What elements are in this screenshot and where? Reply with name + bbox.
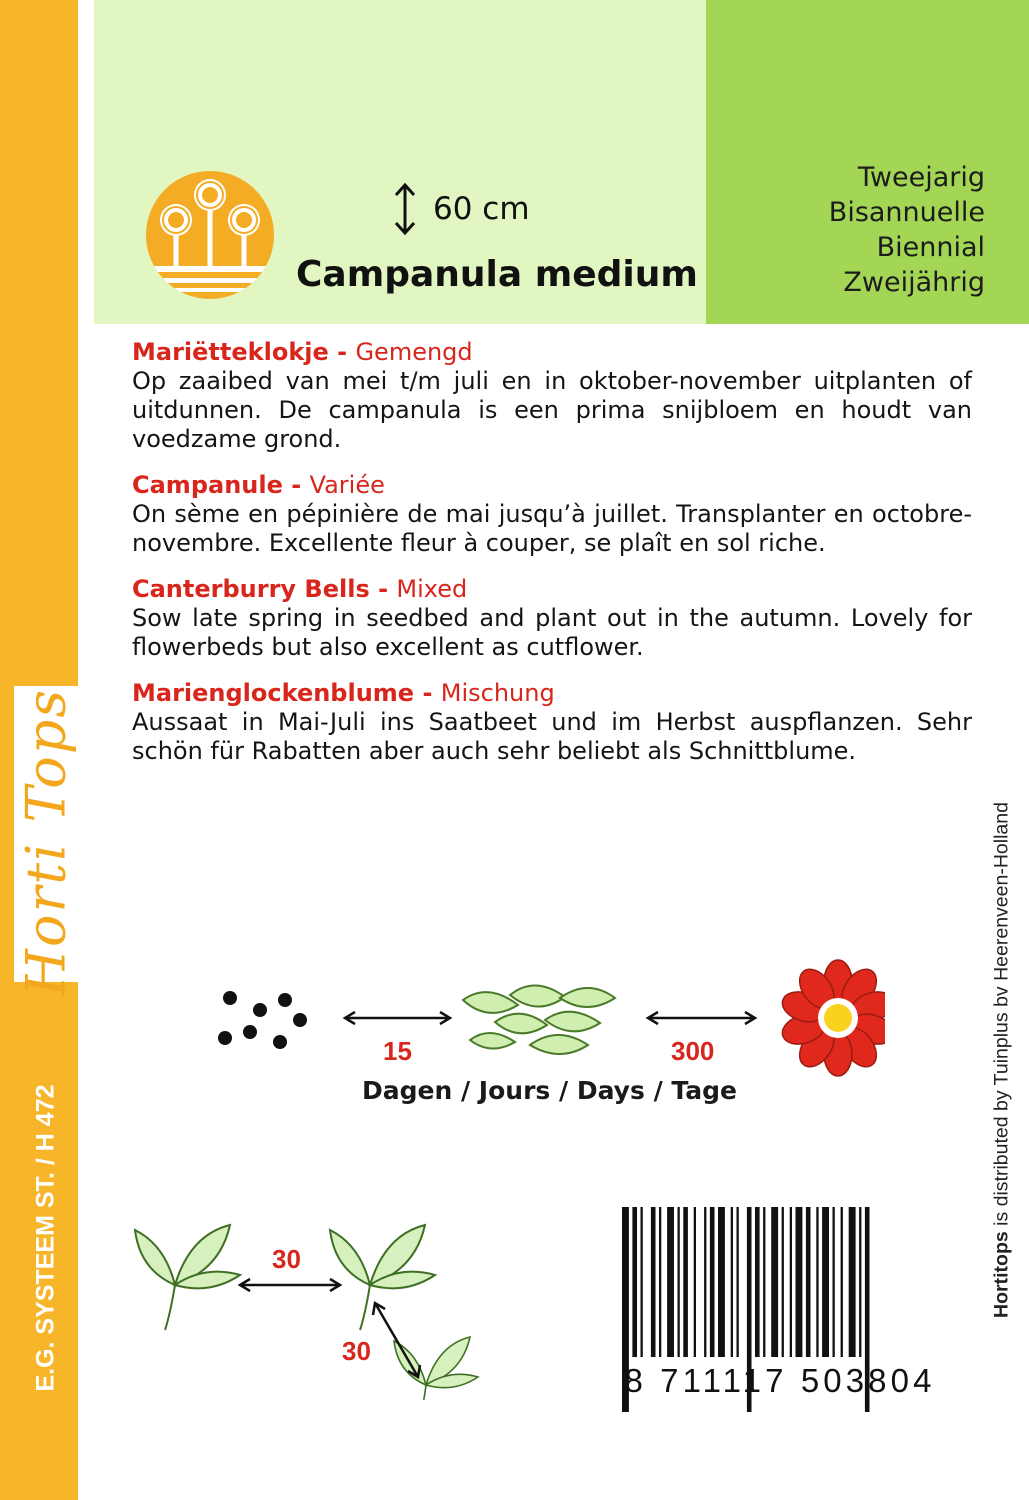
barcode-bar xyxy=(833,1207,835,1357)
barcode-bar xyxy=(667,1207,674,1357)
flowering-days: 300 xyxy=(671,1036,715,1066)
distributor-text: is distributed by Tuinplus bv Heerenveen-Holland xyxy=(990,802,1013,1232)
days-label: Dagen / Jours / Days / Tage xyxy=(362,1076,737,1105)
barcode-bar xyxy=(704,1207,706,1357)
barcode-bar xyxy=(782,1207,784,1357)
height-value: 60 cm xyxy=(433,191,530,227)
barcode-bar xyxy=(731,1207,733,1357)
plant-spacing-diagram xyxy=(130,1185,520,1400)
section-german xyxy=(132,678,972,766)
section-body: Aussaat in Mai-Juli ins Saatbeet und im Herbst auspflanzen. Sehr schön für Rabatten aber auch sehr beliebt als Schnittblume. xyxy=(132,708,972,765)
barcode-bar xyxy=(763,1207,765,1357)
seeds-icon xyxy=(218,991,307,1049)
distributor-note xyxy=(991,802,1014,1318)
plant-distance: 30 xyxy=(342,1336,371,1366)
section-title xyxy=(132,470,972,500)
plant-height xyxy=(393,182,530,236)
variety-name: Mixed xyxy=(396,575,468,603)
life-cycle-list xyxy=(829,160,985,300)
barcode-number: 8 711117 503804 xyxy=(624,1362,936,1399)
section-french xyxy=(132,470,972,558)
barcode-bar xyxy=(651,1207,656,1357)
distributor-brand: Hortitops xyxy=(990,1231,1013,1318)
seedlings-icon xyxy=(463,985,615,1054)
barcode-bar xyxy=(849,1207,856,1357)
plant-icon xyxy=(135,1225,240,1330)
section-body: Sow late spring in seedbed and plant out in the autumn. Lovely for flowerbeds but also excellent as cutflower. xyxy=(132,604,972,661)
life-cycle-de: Zweijährig xyxy=(843,267,985,298)
species-name: Campanula medium xyxy=(296,254,698,295)
barcode-bar xyxy=(718,1207,725,1357)
barcode-bar xyxy=(859,1207,861,1357)
red-flower-icon xyxy=(779,960,885,1076)
section-english xyxy=(132,574,972,662)
barcode-bar xyxy=(683,1207,688,1357)
plant-spacing-arrow-icon xyxy=(373,1303,420,1377)
common-name: Campanule - xyxy=(132,471,310,499)
row-spacing-arrow-icon xyxy=(240,1279,340,1291)
life-cycle-en: Biennial xyxy=(876,232,985,263)
flower-category-icon xyxy=(143,168,277,302)
barcode-bar xyxy=(816,1207,818,1357)
height-arrow-icon xyxy=(393,182,417,236)
plant-icon xyxy=(394,1337,478,1400)
section-title xyxy=(132,337,972,367)
section-title xyxy=(132,574,972,604)
variety-name: Variée xyxy=(309,471,385,499)
description-list xyxy=(132,337,972,782)
barcode-bar xyxy=(841,1207,843,1357)
barcode-bar xyxy=(694,1207,696,1357)
common-name: Marienglockenblume - xyxy=(132,679,441,707)
barcode-bar xyxy=(737,1207,739,1357)
barcode-bar xyxy=(632,1207,637,1357)
barcode-bar xyxy=(678,1207,680,1357)
barcode-bar xyxy=(641,1207,643,1357)
barcode-bar xyxy=(710,1207,715,1357)
common-name: Mariëtteklokje - xyxy=(132,338,356,366)
barcode-bar xyxy=(659,1207,661,1357)
variety-name: Gemengd xyxy=(355,338,473,366)
barcode-bar xyxy=(822,1207,829,1357)
life-cycle-fr: Bisannuelle xyxy=(828,197,985,228)
arrow-right-icon xyxy=(648,1012,755,1024)
section-title xyxy=(132,678,972,708)
barcode-bar xyxy=(790,1207,792,1357)
brand-script-logo: Horti Tops xyxy=(14,687,78,997)
section-dutch xyxy=(132,337,972,454)
row-distance: 30 xyxy=(272,1244,301,1274)
common-name: Canterburry Bells - xyxy=(132,575,397,603)
variety-name: Mischung xyxy=(440,679,555,707)
barcode-bar xyxy=(771,1207,778,1357)
arrow-left-icon xyxy=(345,1012,450,1024)
reference-code: E.G. SYSTEEM ST. / H 472 xyxy=(31,1084,60,1392)
germination-days: 15 xyxy=(383,1036,412,1066)
section-body: On sème en pépinière de mai jusqu’à juillet. Transplanter en octobre-novembre. Excellente fleur à couper, se plaît en sol riche. xyxy=(132,500,972,557)
life-cycle-nl: Tweejarig xyxy=(857,162,985,193)
barcode-bar xyxy=(755,1207,760,1357)
section-body: Op zaaibed van mei t/m juli en in oktober-november uitplanten of uitdunnen. De campanula is een prima snijbloem en houdt van voedzame grond. xyxy=(132,367,972,453)
barcode-bar xyxy=(806,1207,811,1357)
barcode-bar xyxy=(796,1207,803,1357)
